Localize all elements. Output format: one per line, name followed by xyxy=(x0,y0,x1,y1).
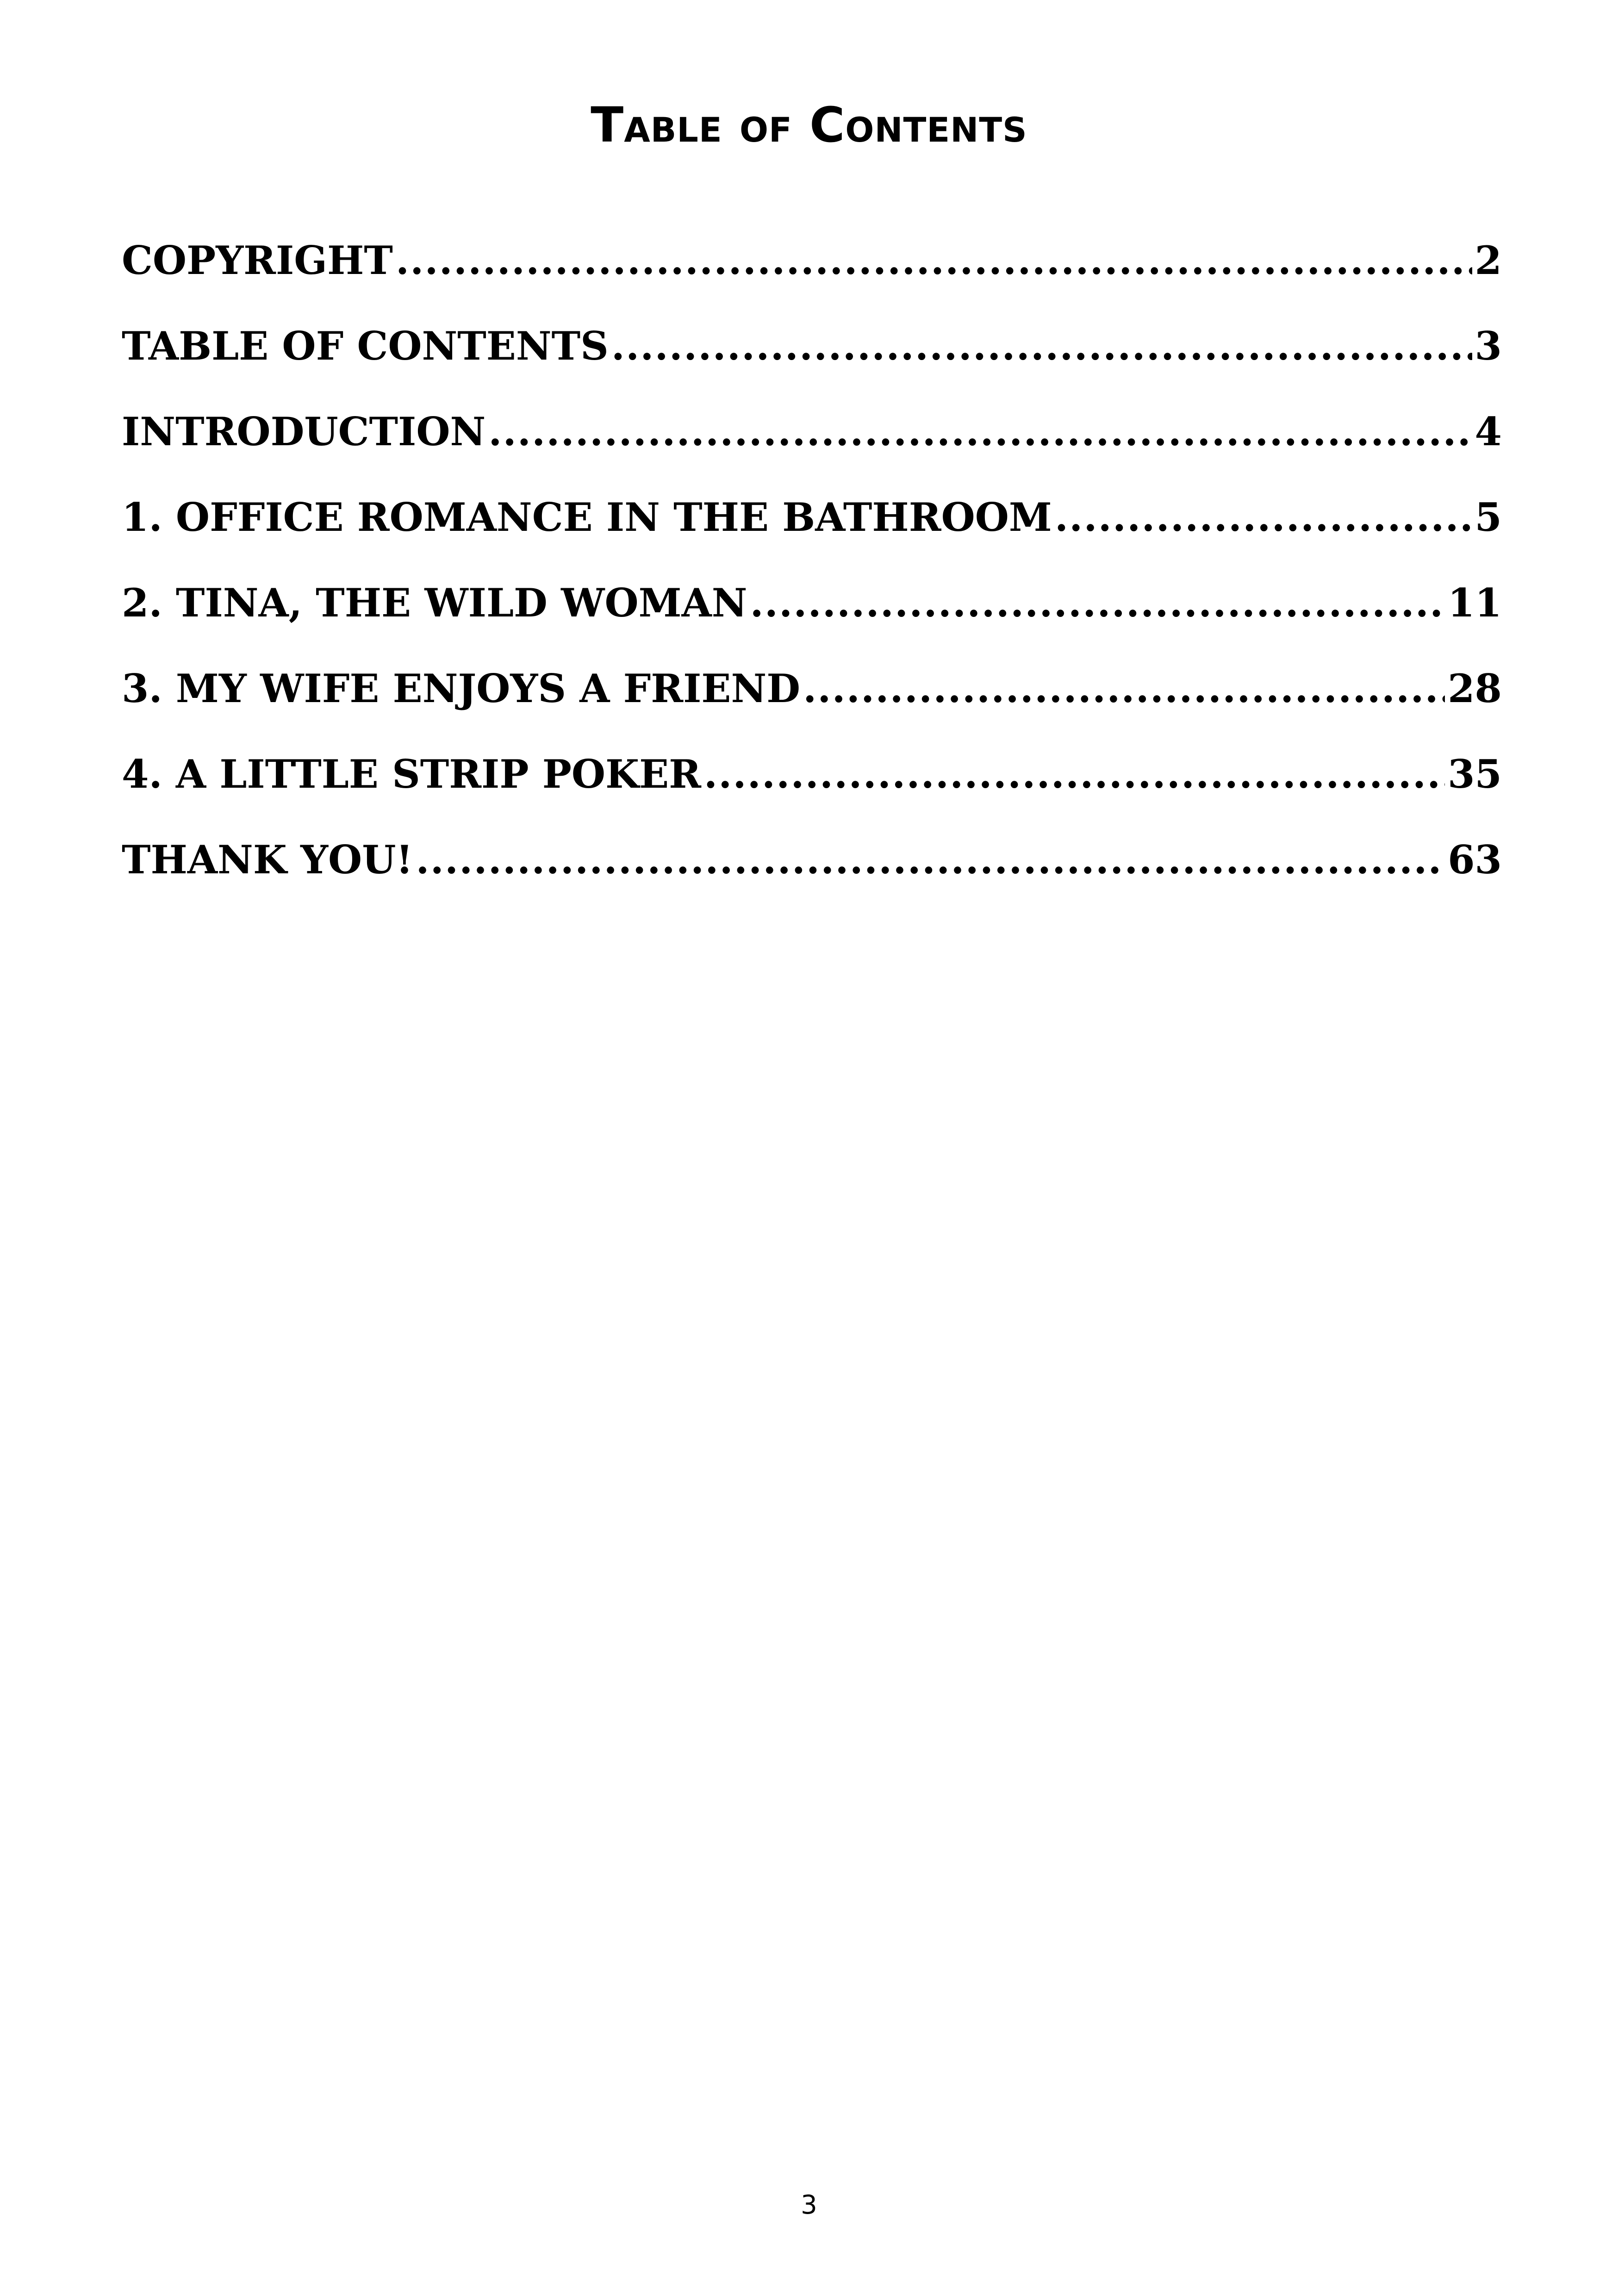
toc-entry-page: 11 xyxy=(1448,580,1502,626)
toc-entry-label: 1. OFFICE ROMANCE IN THE BATHROOM xyxy=(122,494,1052,540)
toc-entry-table-of-contents[interactable] xyxy=(122,319,1502,405)
toc-entry-label: COPYRIGHT xyxy=(122,237,393,283)
toc-entry-page: 63 xyxy=(1448,837,1502,883)
toc-dot-leader xyxy=(704,747,1445,801)
toc-entry-chapter-3[interactable] xyxy=(122,662,1502,747)
toc-list xyxy=(122,234,1502,919)
toc-entry-chapter-4[interactable] xyxy=(122,747,1502,833)
toc-dot-leader xyxy=(488,405,1472,458)
page-title: Table of Contents xyxy=(591,97,1027,153)
toc-entry-label: 4. A LITTLE STRIP POKER xyxy=(122,751,701,797)
toc-entry-page: 3 xyxy=(1475,323,1502,369)
toc-entry-label: THANK YOU! xyxy=(122,837,413,883)
toc-entry-chapter-1[interactable] xyxy=(122,491,1502,576)
toc-entry-label: INTRODUCTION xyxy=(122,409,486,454)
toc-entry-page: 28 xyxy=(1448,666,1502,711)
toc-entry-page: 35 xyxy=(1448,751,1502,797)
toc-entry-page: 5 xyxy=(1475,494,1502,540)
toc-dot-leader xyxy=(416,833,1445,886)
toc-dot-leader xyxy=(1055,491,1472,544)
toc-dot-leader xyxy=(611,319,1472,373)
toc-entry-label: TABLE OF CONTENTS xyxy=(122,323,609,369)
toc-dot-leader xyxy=(803,662,1445,715)
toc-entry-label: 2. TINA, THE WILD WOMAN xyxy=(122,580,747,626)
toc-entry-page: 4 xyxy=(1475,409,1502,454)
toc-entry-thank-you[interactable] xyxy=(122,833,1502,919)
toc-entry-introduction[interactable] xyxy=(122,405,1502,491)
toc-dot-leader xyxy=(396,234,1472,287)
page-number: 3 xyxy=(801,2190,817,2220)
toc-entry-copyright[interactable] xyxy=(122,234,1502,319)
toc-entry-page: 2 xyxy=(1475,237,1502,283)
toc-entry-label: 3. MY WIFE ENJOYS A FRIEND xyxy=(122,666,801,711)
toc-entry-chapter-2[interactable] xyxy=(122,576,1502,662)
toc-dot-leader xyxy=(750,576,1445,629)
